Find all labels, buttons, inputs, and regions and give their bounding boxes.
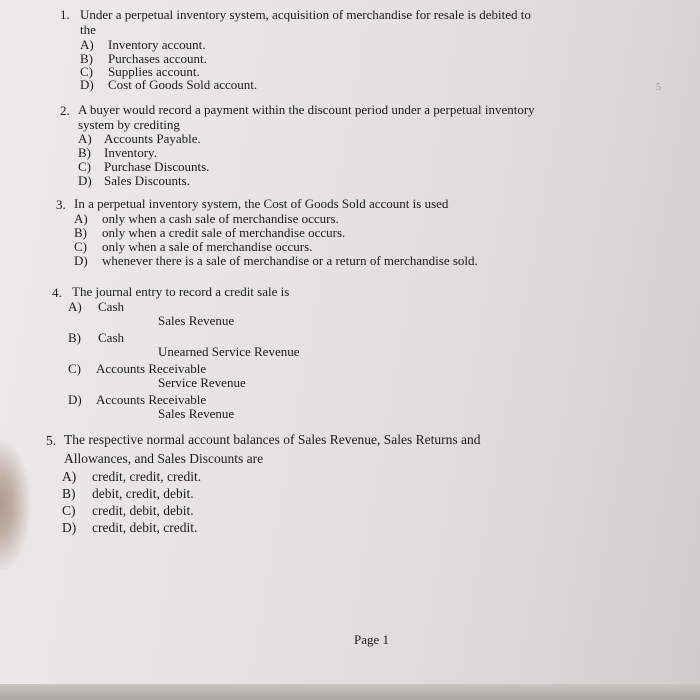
option-letter: C) <box>68 361 81 376</box>
option-letter: B) <box>74 225 87 240</box>
option-text: only when a cash sale of merchandise occurs. <box>102 211 339 226</box>
option-letter: D) <box>78 173 92 188</box>
question-text-line: The respective normal account balances of Sales Revenue, Sales Returns and <box>64 432 481 447</box>
option-text: Inventory. <box>104 145 157 160</box>
page-bottom-edge <box>0 684 700 700</box>
option-letter: C) <box>78 159 91 174</box>
option-letter: B) <box>80 51 93 66</box>
option-text: credit, credit, credit. <box>92 469 202 484</box>
option-text: Inventory account. <box>108 37 206 52</box>
journal-credit: Service Revenue <box>158 375 246 390</box>
option-text: credit, debit, credit. <box>92 520 198 535</box>
question-text-line: The journal entry to record a credit sale is <box>72 284 290 299</box>
question-text-line: the <box>80 22 96 37</box>
journal-debit: Cash <box>98 299 124 314</box>
option-letter: D) <box>74 253 88 268</box>
option-letter: D) <box>68 392 82 407</box>
option-text: Cost of Goods Sold account. <box>108 77 258 92</box>
option-letter: D) <box>80 77 94 92</box>
option-letter: D) <box>62 520 77 535</box>
question-text-line: In a perpetual inventory system, the Cost of Goods Sold account is used <box>74 196 449 211</box>
option-letter: A) <box>62 469 77 484</box>
margin-mark: 5 <box>656 82 661 93</box>
page-number: Page 1 <box>354 632 390 647</box>
option-letter: A) <box>78 131 92 146</box>
option-text: Purchase Discounts. <box>104 159 210 174</box>
question-number: 5. <box>46 433 57 448</box>
option-text: whenever there is a sale of merchandise or a return of merchandise sold. <box>102 253 478 268</box>
question-text-line: Under a perpetual inventory system, acquisition of merchandise for resale is debited to <box>80 7 531 22</box>
option-letter: A) <box>68 299 82 314</box>
journal-debit: Cash <box>98 330 124 345</box>
option-letter: B) <box>78 145 91 160</box>
question-text-line: Allowances, and Sales Discounts are <box>64 451 264 466</box>
journal-debit: Accounts Receivable <box>96 361 207 376</box>
option-letter: B) <box>68 330 81 345</box>
option-text: debit, credit, debit. <box>92 486 194 501</box>
option-text: Sales Discounts. <box>104 173 190 188</box>
option-text: Accounts Payable. <box>104 131 201 146</box>
option-letter: A) <box>80 37 94 52</box>
option-text: Supplies account. <box>108 64 200 79</box>
question-number: 4. <box>52 285 62 300</box>
option-letter: C) <box>62 503 76 518</box>
option-letter: C) <box>80 64 93 79</box>
option-text: only when a credit sale of merchandise occurs. <box>102 225 346 240</box>
option-text: credit, debit, debit. <box>92 503 194 518</box>
question-number: 2. <box>60 103 70 118</box>
question-number: 1. <box>60 7 70 22</box>
option-letter: A) <box>74 211 88 226</box>
journal-debit: Accounts Receivable <box>96 392 207 407</box>
option-letter: C) <box>74 239 87 254</box>
journal-credit: Sales Revenue <box>158 313 235 328</box>
journal-credit: Sales Revenue <box>158 406 235 421</box>
option-letter: B) <box>62 486 76 501</box>
journal-credit: Unearned Service Revenue <box>158 344 300 359</box>
question-text-line: A buyer would record a payment within the discount period under a perpetual inventory <box>78 102 535 117</box>
option-text: only when a sale of merchandise occurs. <box>102 239 313 254</box>
option-text: Purchases account. <box>108 51 207 66</box>
question-number: 3. <box>56 197 66 212</box>
finger-shadow <box>0 440 30 570</box>
question-text-line: system by crediting <box>78 117 180 132</box>
